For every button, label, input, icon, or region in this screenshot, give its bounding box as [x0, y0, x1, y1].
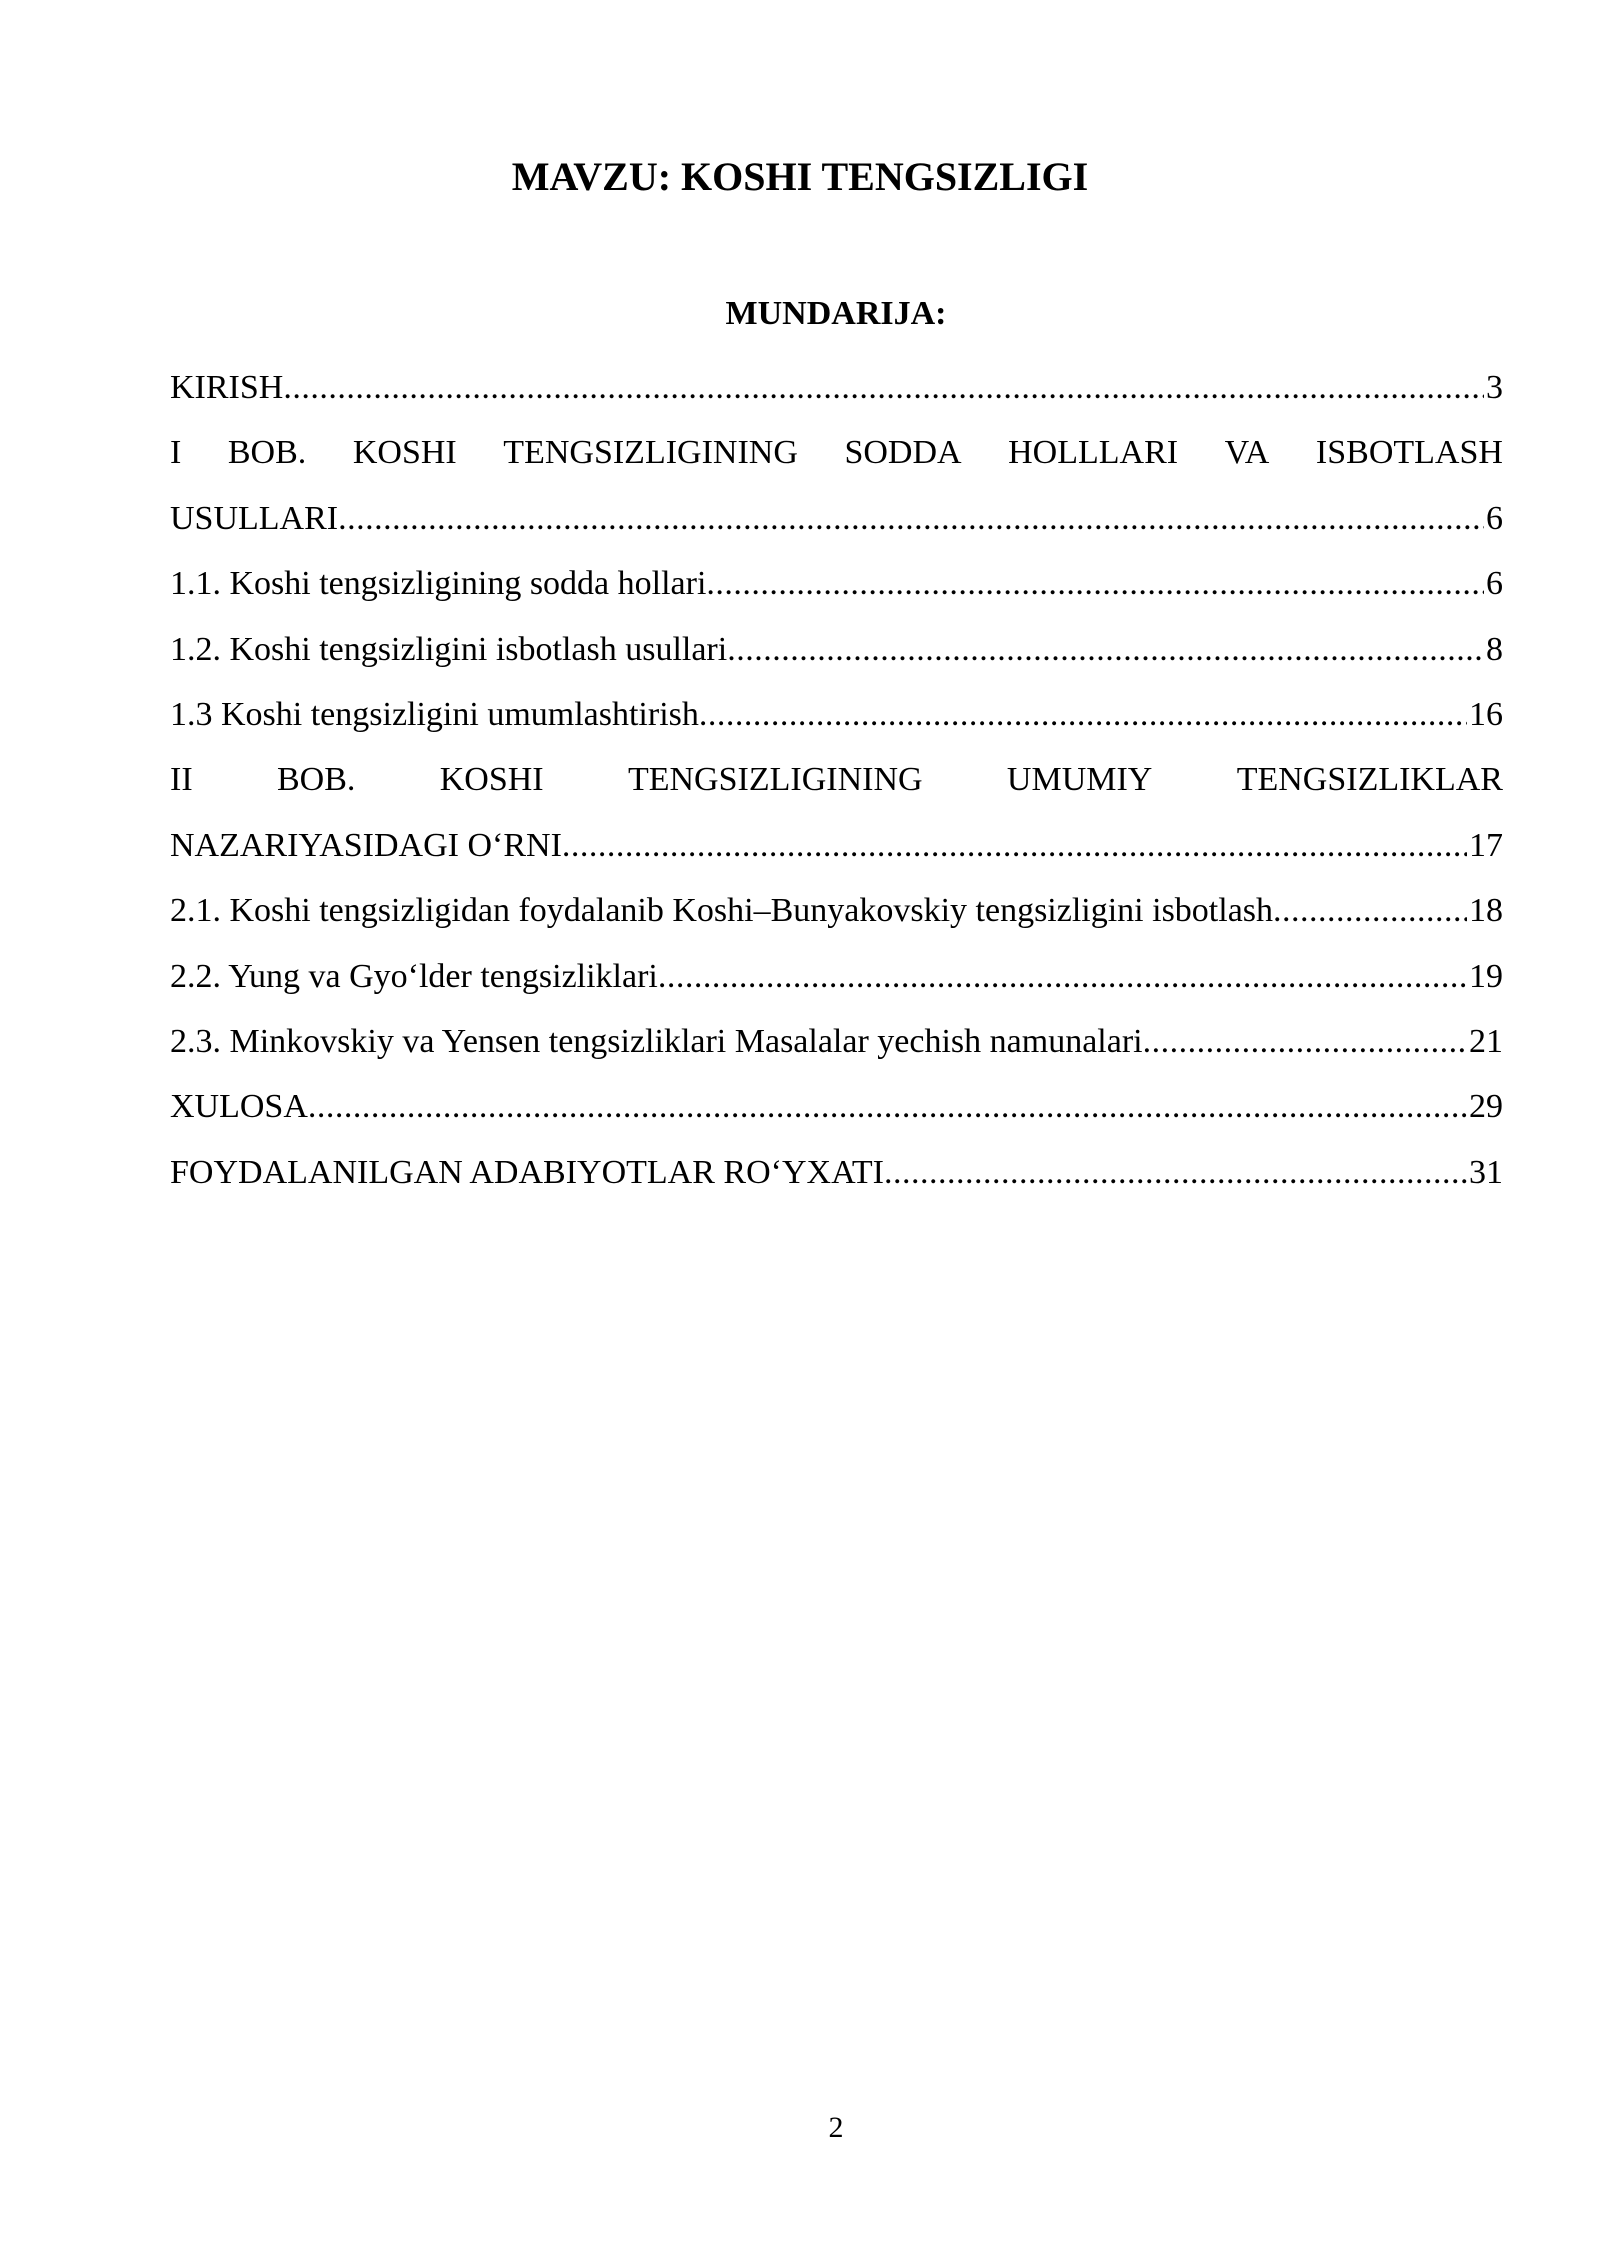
toc-entry-2-3[interactable]: [170, 1009, 1503, 1074]
toc-page-number: 3: [1486, 369, 1503, 406]
toc-page-number: 17: [1469, 826, 1503, 864]
dot-leader: [283, 355, 1484, 420]
toc-page-number: 21: [1469, 1022, 1503, 1060]
dot-leader: [706, 551, 1484, 616]
toc-entry-1-1[interactable]: [170, 551, 1503, 616]
toc-entry-label: KIRISH: [170, 369, 284, 406]
toc-word: HOLLLARI: [1008, 434, 1179, 472]
toc-entry-kirish[interactable]: [170, 355, 1503, 420]
toc-entry-label: XULOSA: [170, 1088, 308, 1126]
dot-leader: [308, 1074, 1467, 1139]
toc-page-number: 29: [1469, 1088, 1503, 1126]
toc-entry-2-1[interactable]: [170, 878, 1503, 943]
dot-leader: [727, 617, 1484, 682]
toc-word: TENGSIZLIGINING: [503, 434, 798, 472]
toc-entry-label: 1.3 Koshi tengsizligini umumlashtirish: [170, 695, 699, 733]
toc-entry-label: 2.2. Yung va Gyo‘lder tengsizliklari: [170, 957, 658, 995]
toc-entry-label: NAZARIYASIDAGI O‘RNI: [170, 826, 562, 864]
page-number: 2: [828, 2111, 844, 2144]
toc-entry-bob-1[interactable]: [170, 420, 1503, 551]
toc-entry-1-3[interactable]: [170, 682, 1503, 747]
dot-leader: [1143, 1009, 1467, 1074]
toc-word: BOB.: [276, 761, 356, 799]
toc-word: KOSHI: [439, 761, 544, 799]
toc-word: KOSHI: [352, 434, 457, 472]
dot-leader: [658, 944, 1467, 1009]
dot-leader: [699, 682, 1467, 747]
toc-entry-label: FOYDALANILGAN ADABIYOTLAR RO‘YXATI: [170, 1153, 884, 1191]
toc-entry-2-2[interactable]: [170, 944, 1503, 1009]
table-of-contents: [170, 355, 1503, 1205]
dot-leader: [338, 486, 1484, 551]
toc-entry-bob-2[interactable]: [170, 747, 1503, 878]
toc-entry-label: 1.2. Koshi tengsizligini isbotlash usullari: [170, 630, 728, 668]
toc-word: I: [170, 434, 182, 472]
toc-word: UMUMIY: [1006, 761, 1153, 799]
toc-entry-label: 2.3. Minkovskiy va Yensen tengsizliklari Masalalar yechish namunalari: [170, 1022, 1143, 1060]
toc-page-number: 31: [1469, 1153, 1503, 1191]
toc-word: II: [170, 761, 193, 799]
toc-page-number: 8: [1486, 630, 1503, 668]
toc-word: TENGSIZLIGINING: [627, 761, 923, 799]
toc-entry-xulosa[interactable]: [170, 1074, 1503, 1139]
toc-entry-label: 2.1. Koshi tengsizligidan foydalanib Koshi–Bunyakovskiy tengsizligini isbotlash: [170, 892, 1274, 930]
toc-word: ISBOTLASH: [1315, 434, 1503, 472]
toc-entry-label: 1.1. Koshi tengsizligining sodda hollari: [170, 565, 707, 603]
toc-entry-line-1: [170, 420, 1503, 485]
toc-page-number: 6: [1486, 565, 1503, 603]
dot-leader: [562, 813, 1467, 878]
toc-word: TENGSIZLIKLAR: [1236, 761, 1503, 799]
dot-leader: [1273, 878, 1467, 943]
dot-leader: [884, 1140, 1467, 1205]
toc-entry-line-1: [170, 747, 1503, 812]
toc-entry-adabiyotlar[interactable]: [170, 1140, 1503, 1205]
toc-heading: MUNDARIJA:: [725, 295, 947, 332]
toc-word: VA: [1224, 434, 1270, 472]
toc-word: BOB.: [227, 434, 307, 472]
toc-word: SODDA: [844, 434, 962, 472]
toc-page-number: 19: [1469, 957, 1503, 995]
toc-page-number: 16: [1469, 695, 1503, 733]
toc-entry-1-2[interactable]: [170, 617, 1503, 682]
toc-entry-label: USULLARI: [170, 499, 339, 537]
toc-page-number: 18: [1469, 892, 1503, 930]
document-title: MAVZU: KOSHI TENGSIZLIGI: [511, 154, 1089, 199]
toc-page-number: 6: [1486, 499, 1503, 537]
